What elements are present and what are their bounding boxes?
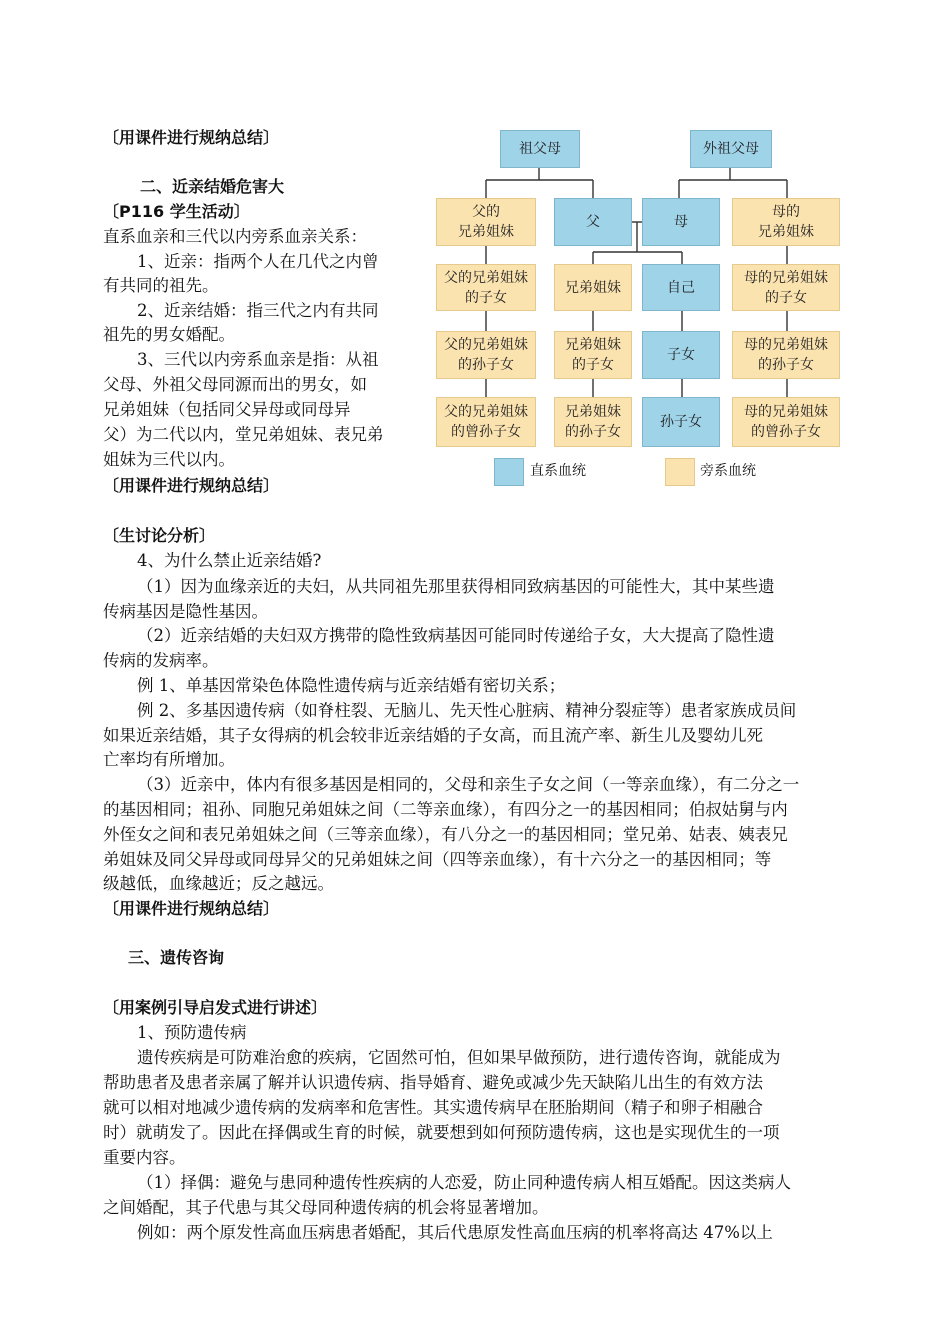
section-heading-3: 三、遗传咨询 — [128, 948, 225, 967]
method-note: 〔用案例引导启发式进行讲述〕 — [103, 998, 328, 1017]
text-line: 就可以相对地减少遗传病的发病率和危害性。其实遗传病早在胚胎期间（精子和卵子相融合 — [103, 1098, 763, 1117]
box-father: 父 — [554, 198, 632, 246]
text-line: 例 2、多基因遗传病（如脊柱裂、无脑儿、先天性心脏病、精神分裂症等）患者家族成员间 — [137, 701, 797, 720]
text-line: 1、近亲：指两个人在几代之内曾 — [137, 252, 379, 271]
kinship-diagram — [432, 124, 844, 492]
summary-note-2: 〔用课件进行规纳总结〕 — [103, 476, 280, 495]
text-line: 父）为二代以内，堂兄弟姐妹、表兄弟 — [103, 425, 384, 444]
text-line: 3、三代以内旁系血亲是指：从祖 — [137, 350, 379, 369]
activity-note: 〔P116 学生活动〕 — [103, 202, 250, 221]
box-maternal-siblings: 母的 兄弟姐妹 — [732, 198, 840, 246]
text-line: 兄弟姐妹（包括同父异母或同母异 — [103, 400, 351, 419]
box-maternal-cousins: 母的兄弟姐妹 的子女 — [732, 264, 840, 311]
text-line: 例如：两个原发性高血压病患者婚配，其后代患原发性高血压病的机率将高达 47%以上 — [137, 1223, 773, 1242]
text-line: 有共同的祖先。 — [103, 276, 219, 295]
legend-swatch-collateral — [665, 458, 695, 486]
text-line: 遗传疾病是可防难治愈的疾病，它固然可怕，但如果早做预防，进行遗传咨询，就能成为 — [137, 1048, 781, 1067]
box-paternal-siblings: 父的 兄弟姐妹 — [436, 198, 536, 246]
box-self: 自己 — [642, 264, 720, 311]
text-line: 传病的发病率。 — [103, 651, 219, 670]
text-line: 弟姐妹及同父异母或同母异父的兄弟姐妹之间（四等亲血缘），有十六分之一的基因相同；等 — [103, 850, 772, 869]
summary-note-3: 〔用课件进行规纳总结〕 — [103, 899, 280, 918]
question-4: 4、为什么禁止近亲结婚? — [137, 551, 322, 570]
box-paternal-cousins: 父的兄弟姐妹 的子女 — [436, 264, 536, 311]
box-siblings-grandchildren: 兄弟姐妹 的孙子女 — [554, 397, 632, 447]
box-paternal-great-grandchildren: 父的兄弟姐妹 的曾孙子女 — [436, 397, 536, 447]
box-maternal-great-grandchildren: 母的兄弟姐妹 的曾孙子女 — [732, 397, 840, 447]
subsection-heading: 1、预防遗传病 — [137, 1023, 247, 1042]
text-line: 时）就萌发了。因此在择偶或生育的时候，就要想到如何预防遗传病，这也是实现优生的一项 — [103, 1123, 780, 1142]
legend-label-direct: 直系血统 — [530, 463, 586, 479]
legend-swatch-direct — [494, 458, 524, 486]
box-children: 子女 — [642, 331, 720, 379]
text-line: 帮助患者及患者亲属了解并认识遗传病、指导婚育、避免或减少先天缺陷儿出生的有效方法 — [103, 1073, 763, 1092]
text-line: 如果近亲结婚，其子女得病的机会较非近亲结婚的子女高，而且流产率、新生儿及婴幼儿死 — [103, 726, 763, 745]
text-line: 例 1、单基因常染色体隐性遗传病与近亲结婚有密切关系； — [137, 676, 566, 695]
text-line: 姐妹为三代以内。 — [103, 450, 235, 469]
box-siblings: 兄弟姐妹 — [554, 264, 632, 311]
text-line: 重要内容。 — [103, 1148, 186, 1167]
text-line: （3）近亲中，体内有很多基因是相同的，父母和亲生子女之间（一等亲血缘），有二分之一 — [137, 775, 800, 794]
section-heading-2: 二、近亲结婚危害大 — [140, 177, 285, 196]
box-maternal-grandparents: 外祖父母 — [690, 130, 772, 168]
text-line: （1）择偶：避免与患同种遗传性疾病的人恋爱，防止同种遗传病人相互婚配。因这类病人 — [137, 1173, 791, 1192]
text-line: 父母、外祖父母同源而出的男女，如 — [103, 375, 367, 394]
text-line: 的基因相同；祖孙、同胞兄弟姐妹之间（二等亲血缘），有四分之一的基因相同；伯叔姑舅与内 — [103, 800, 788, 819]
text-line: 直系血亲和三代以内旁系血亲关系： — [103, 227, 367, 246]
box-paternal-cousins-children: 父的兄弟姐妹 的孙子女 — [436, 331, 536, 379]
text-line: 级越低，血缘越近；反之越远。 — [103, 874, 334, 893]
legend-label-collateral: 旁系血统 — [700, 463, 756, 479]
box-grandparents: 祖父母 — [500, 130, 580, 168]
discussion-note: 〔生讨论分析〕 — [103, 526, 216, 545]
text-line: （1）因为血缘亲近的夫妇，从共同祖先那里获得相同致病基因的可能性大，其中某些遗 — [137, 577, 775, 596]
box-grandchildren: 孙子女 — [642, 397, 720, 447]
text-line: 2、近亲结婚：指三代之内有共同 — [137, 301, 379, 320]
text-line: 祖先的男女婚配。 — [103, 325, 235, 344]
box-siblings-children: 兄弟姐妹 的子女 — [554, 331, 632, 379]
text-line: （2）近亲结婚的夫妇双方携带的隐性致病基因可能同时传递给子女，大大提高了隐性遗 — [137, 626, 775, 645]
text-line: 传病基因是隐性基因。 — [103, 602, 268, 621]
box-mother: 母 — [642, 198, 720, 246]
text-line: 之间婚配，其子代患与其父母同种遗传病的机会将显著增加。 — [103, 1198, 549, 1217]
summary-note-1: 〔用课件进行规纳总结〕 — [103, 128, 280, 147]
box-maternal-cousins-children: 母的兄弟姐妹 的孙子女 — [732, 331, 840, 379]
text-line: 外侄女之间和表兄弟姐妹之间（三等亲血缘），有八分之一的基因相同；堂兄弟、姑表、姨表兄 — [103, 825, 788, 844]
text-line: 亡率均有所增加。 — [103, 750, 235, 769]
